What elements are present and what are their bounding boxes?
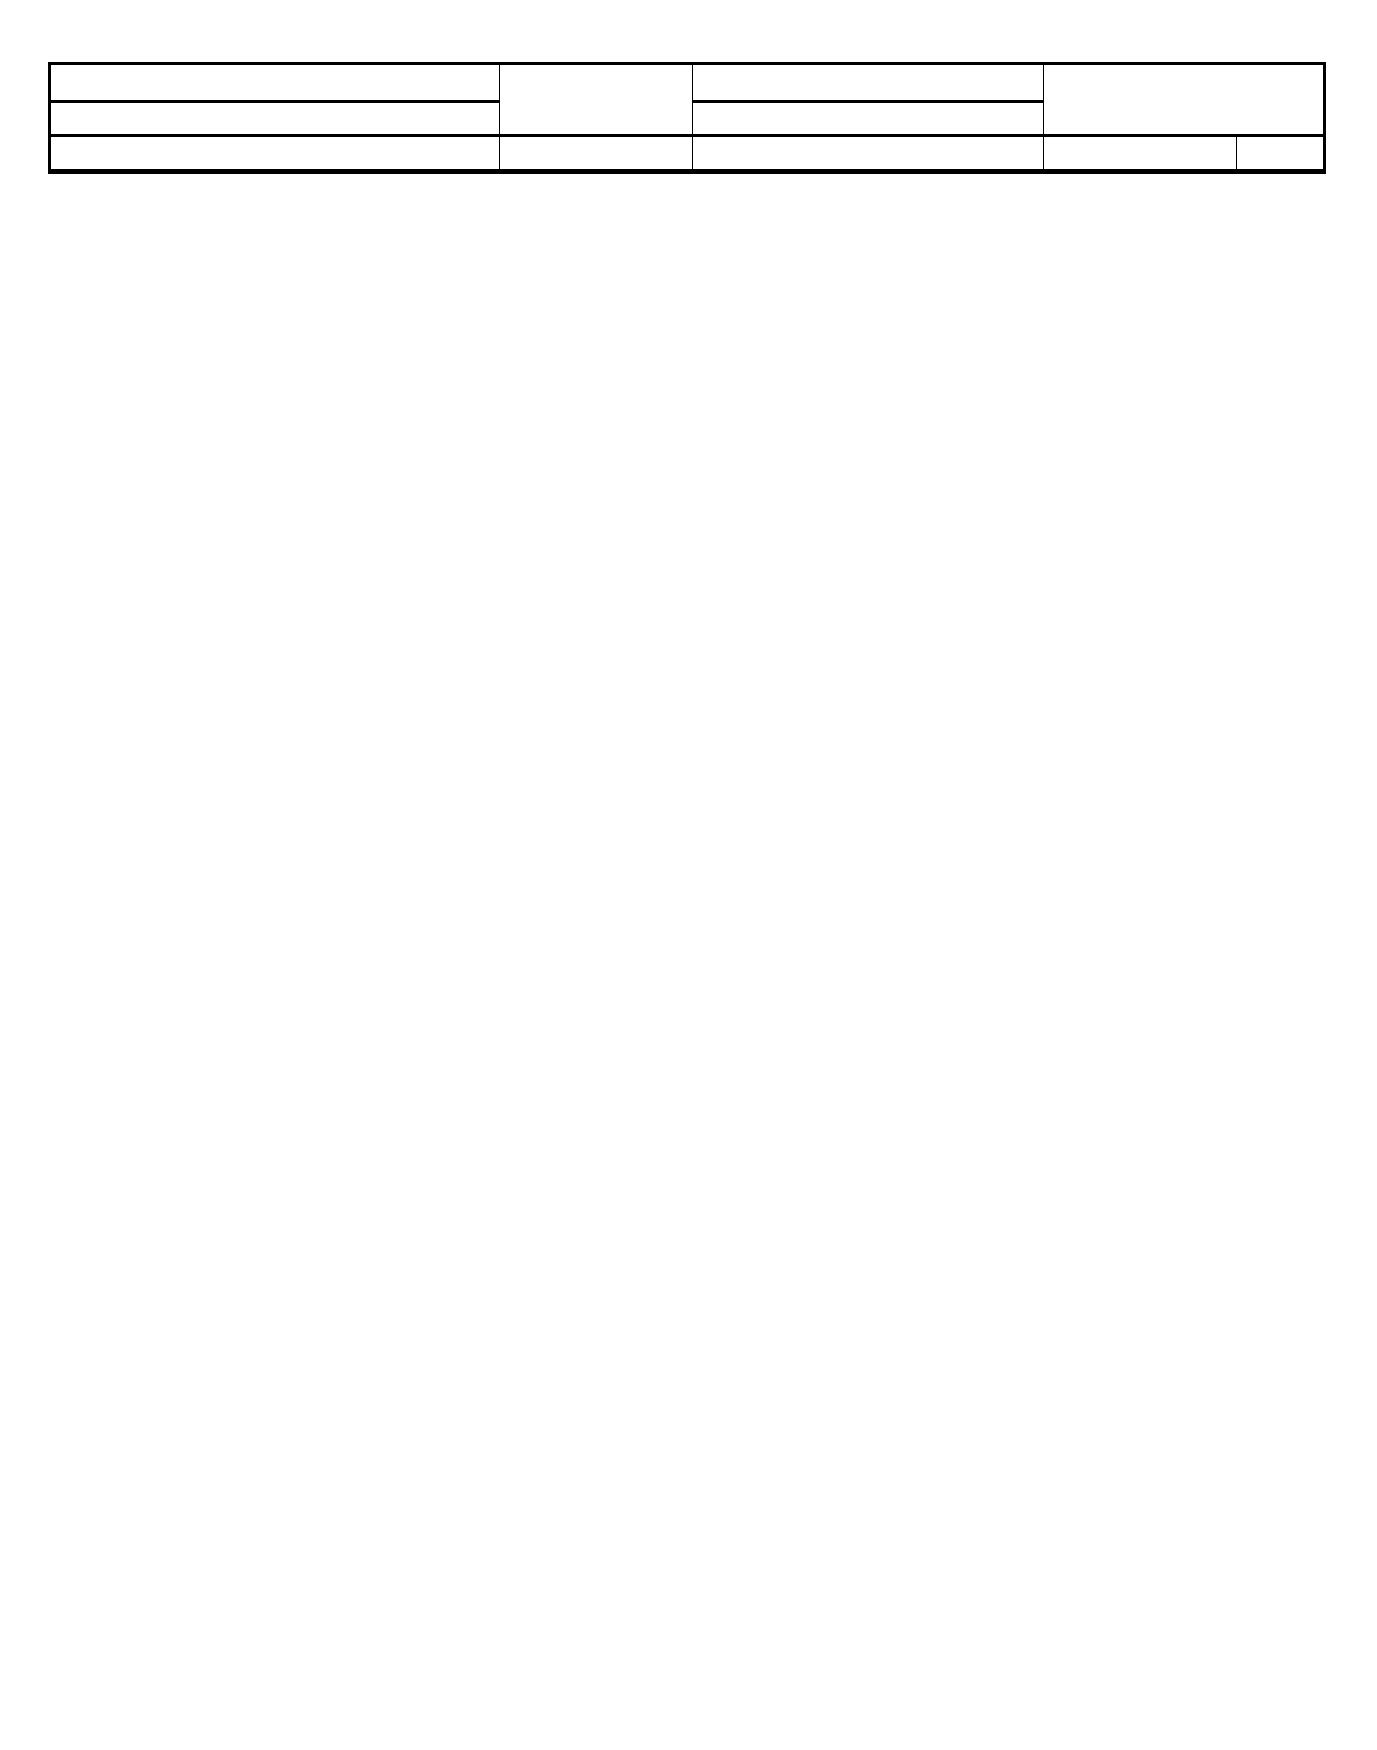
section-checkup-amount-blank: [1044, 136, 1237, 171]
section-checkup-note-blank: [1237, 136, 1324, 171]
section-tests-amount-blank: [500, 136, 693, 171]
section-diagnosis: [51, 102, 500, 136]
section-checkup: [693, 136, 1044, 171]
section-vaccination: [693, 102, 1044, 136]
left-item-header: [51, 65, 500, 102]
fee-table: [50, 64, 1324, 172]
left-amount-header: [500, 65, 693, 136]
right-item-header: [693, 65, 1044, 102]
section-tests: [51, 136, 500, 171]
header-row: [51, 65, 1324, 102]
section-row-2: [51, 136, 1324, 171]
right-amount-header: [1044, 65, 1324, 136]
